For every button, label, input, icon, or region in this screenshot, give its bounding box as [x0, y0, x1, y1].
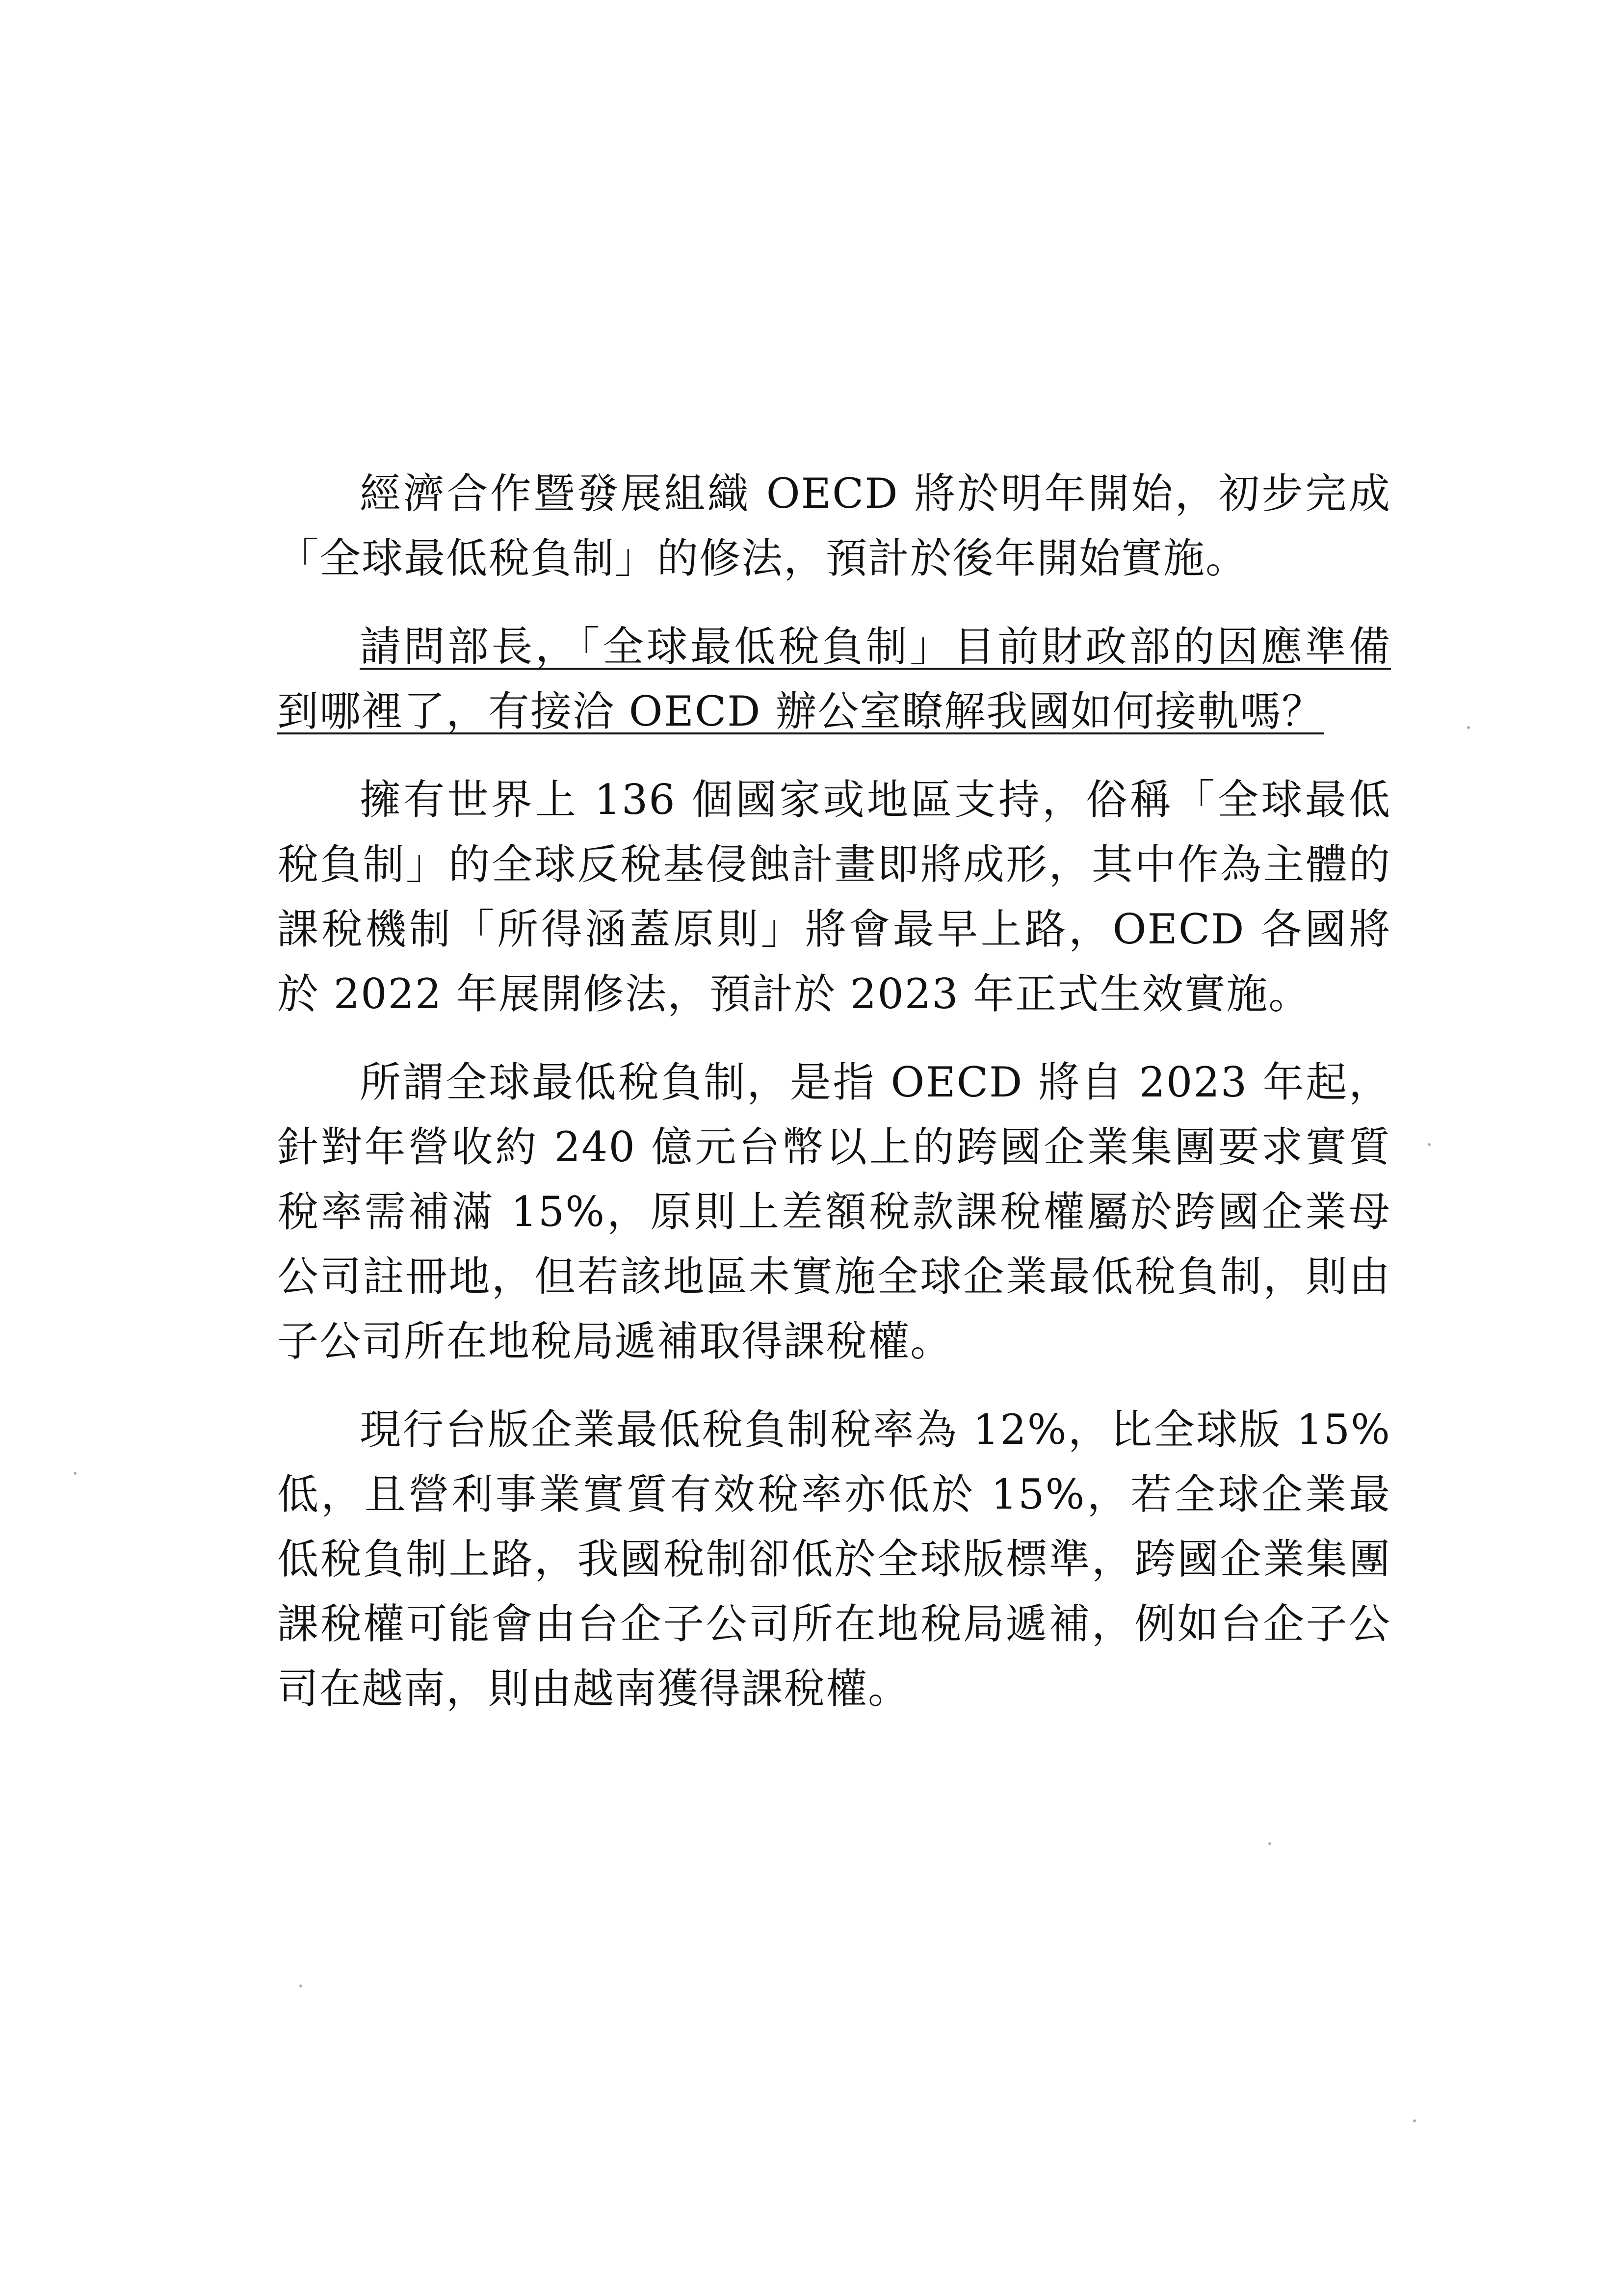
paragraph-intro: 經濟合作暨發展組織 OECD 將於明年開始，初步完成「全球最低稅負制」的修法，預計於後年開始實施。	[277, 470, 1391, 582]
paragraph-background: 擁有世界上 136 個國家或地區支持，俗稱「全球最低稅負制」的全球反稅基侵蝕計畫即將成形，其中作為主體的課稅機制「所得涵蓋原則」將會最早上路，OECD 各國將於 2022 年展開修法，預計於 2023 年正式生效實施。	[277, 776, 1391, 1018]
scan-speck	[299, 1984, 302, 1987]
scan-speck	[1428, 1143, 1431, 1146]
scan-speck	[74, 1472, 77, 1475]
paragraph-comparison: 現行台版企業最低稅負制稅率為 12%，比全球版 15%低，且營利事業實質有效稅率亦低於 15%，若全球企業最低稅負制上路，我國稅制卻低於全球版標準，跨國企業集團課稅權可能會由台企子公司所在地稅局遞補，例如台企子公司在越南，則由越南獲得課稅權。	[277, 1406, 1391, 1713]
document-body	[277, 461, 1391, 1745]
paragraph-question: 請問部長，「全球最低稅負制」目前財政部的因應準備到哪裡了，有接洽 OECD 辦公室瞭解我國如何接軌嗎？	[277, 623, 1391, 735]
scan-speck	[1467, 726, 1470, 729]
scan-speck	[1268, 1842, 1271, 1845]
scan-speck	[1413, 2119, 1416, 2122]
paragraph-definition: 所謂全球最低稅負制，是指 OECD 將自 2023 年起，針對年營收約 240 億元台幣以上的跨國企業集團要求實質稅率需補滿 15%，原則上差額稅款課稅權屬於跨國企業母公司註冊地，但若該地區未實施全球企業最低稅負制，則由子公司所在地稅局遞補取得課稅權。	[277, 1058, 1391, 1365]
